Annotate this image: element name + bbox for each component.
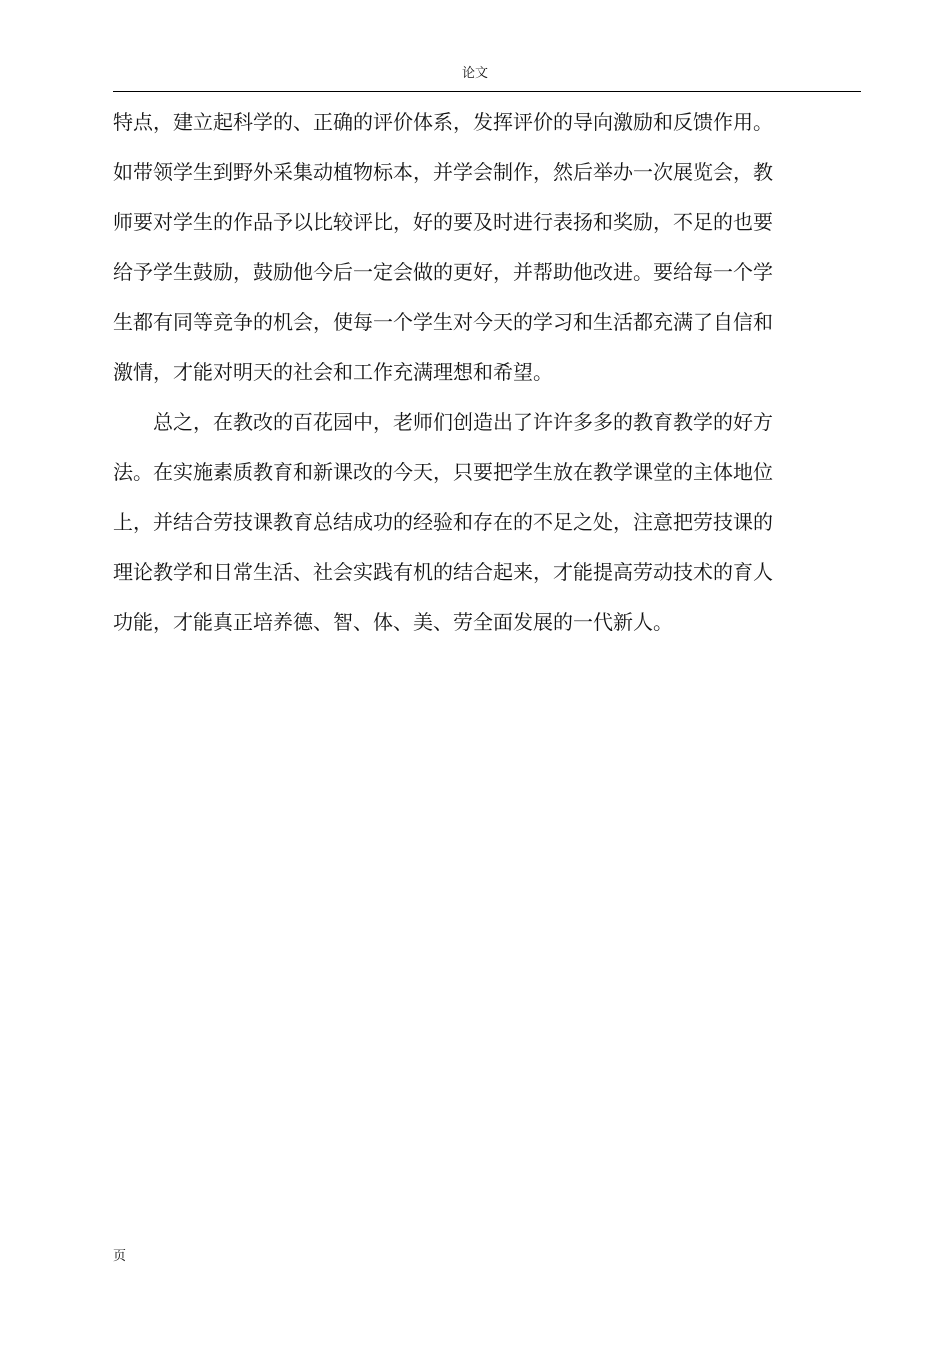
- header-rule: [113, 91, 861, 92]
- text-line: 功能，才能真正培养德、智、体、美、劳全面发展的一代新人。: [113, 610, 673, 634]
- text-line: 生都有同等竞争的机会，使每一个学生对今天的学习和生活都充满了自信和: [113, 310, 773, 334]
- text-line: 特点，建立起科学的、正确的评价体系，发挥评价的导向激励和反馈作用。: [113, 110, 773, 134]
- text-line: 上，并结合劳技课教育总结成功的经验和存在的不足之处，注意把劳技课的: [113, 510, 773, 534]
- text-line: 给予学生鼓励，鼓励他今后一定会做的更好，并帮助他改进。要给每一个学: [113, 260, 773, 284]
- page-footer-mark: 页: [113, 1249, 127, 1264]
- text-line: 激情，才能对明天的社会和工作充满理想和希望。: [113, 360, 553, 384]
- page-header-title: 论文: [461, 66, 488, 81]
- document-body: [113, 97, 813, 647]
- text-line: 理论教学和日常生活、社会实践有机的结合起来，才能提高劳动技术的育人: [113, 560, 773, 584]
- text-line: 如带领学生到野外采集动植物标本，并学会制作，然后举办一次展览会，教: [113, 160, 773, 184]
- text-line: 法。在实施素质教育和新课改的今天，只要把学生放在教学课堂的主体地位: [113, 460, 773, 484]
- text-line: 师要对学生的作品予以比较评比，好的要及时进行表扬和奖励，不足的也要: [113, 210, 773, 234]
- text-line: 总之，在教改的百花园中，老师们创造出了许许多多的教育教学的好方: [113, 410, 773, 434]
